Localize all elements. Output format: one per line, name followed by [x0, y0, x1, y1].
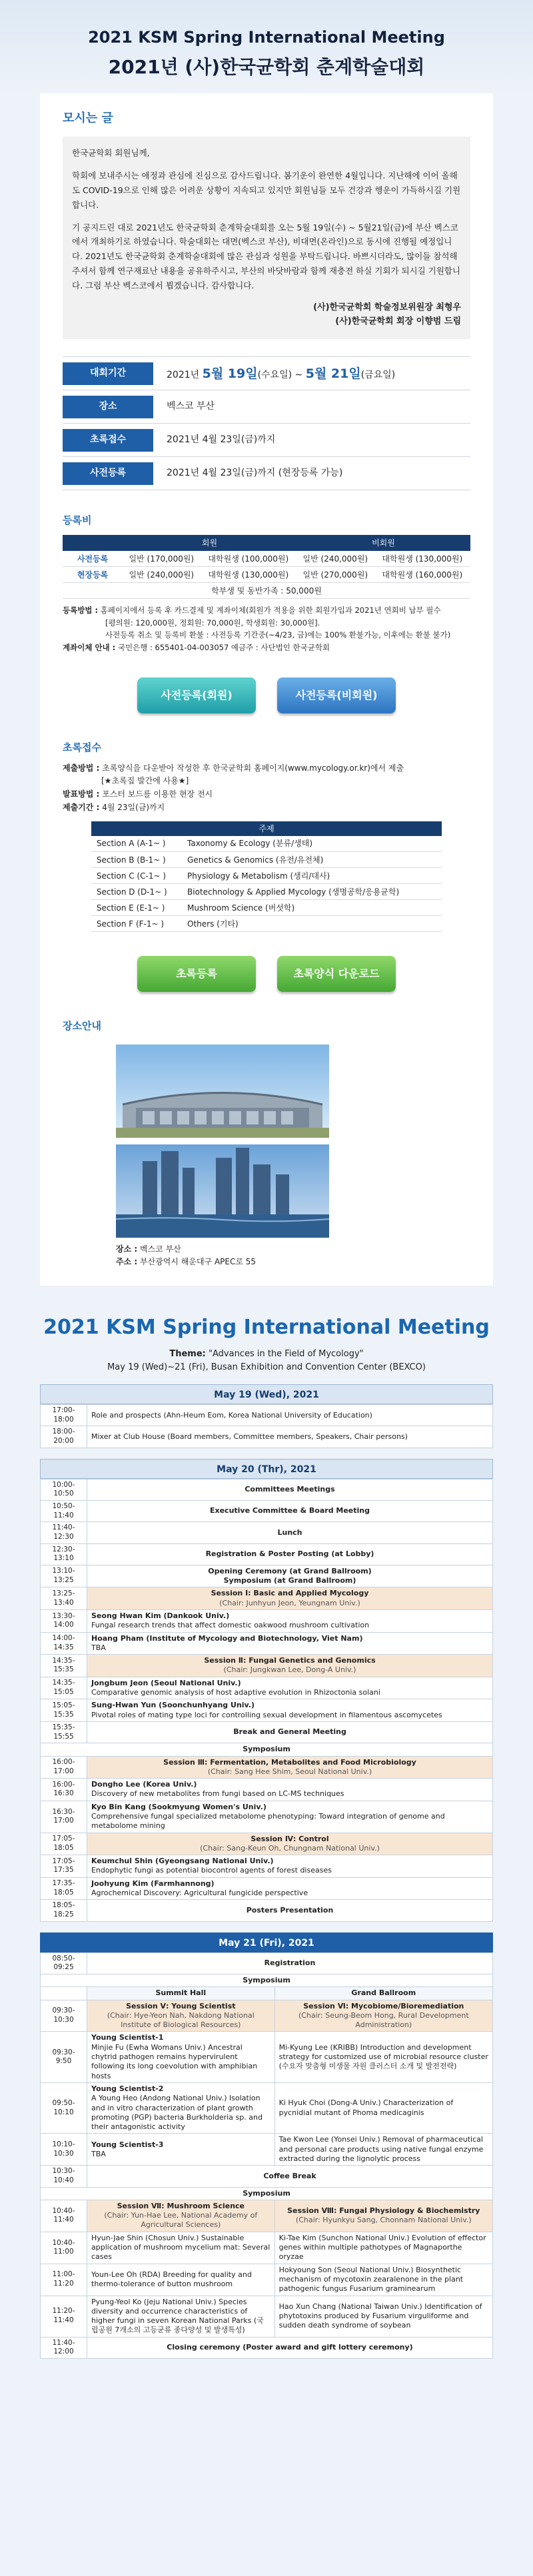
prog-cell: Break and General Meeting	[87, 1721, 493, 1743]
session-cell	[87, 1756, 493, 1779]
note-line-2: [평의원: 120,000원, 정회원: 70,000원, 학생회원: 30,000원].	[105, 618, 320, 628]
session-title: Session Ⅰ: Basic and Applied Mycology	[211, 1589, 369, 1598]
topic-name: Physiology & Metabolism (생리/대사)	[182, 868, 442, 884]
greeting-p3: 기 공지드린 대로 2021년도 한국균학회 춘계학술대회를 오는 5월 19일(수) ~ 5월21일(금)에 부산 벡스코에서 개최하기로 하였습니다. 학술대회는 대면(벡스코 부산), 비대면(온라인)으로 동시에 진행될 예정입니다. 2021년도 한국균학회 춘계학술대회에 많은 관심과 성원을 부탁드립니다. 바쁘시더라도, 많이들 참석해주셔서 함께 연구재료난 내용을 공유하주시고, 부산의 바닷바람과 함께 재충전 하실 기회가 되시길 기원합니다. 그럼 부산 벡스코에서 뵙겠습니다. 감사합니다.	[72, 222, 460, 290]
info-value: 2021년 4월 23일(금)까지	[167, 434, 276, 446]
talk-desc: Pyung-Yeol Ko (Jeju National Univ.) Species diversity and occurrence characteristics of higher fungi in seven Korean National Parks (국립공원 7개소의 고등균류 종다양성 및 발생특성)	[87, 2296, 275, 2337]
reg-cell: 일반 (270,000원)	[296, 567, 374, 583]
session-chair: (Chair: Sang-Keun Oh, Chungnam National Univ.)	[200, 1843, 380, 1853]
prog-cell: Committees Meetings	[87, 1479, 493, 1500]
session-title: Session Ⅴ: Young Scientist	[126, 2001, 236, 2010]
session-title: Session Ⅲ: Fermentation, Metabolites and Food Microbiology	[163, 1757, 416, 1767]
reg-cell: 대학원생 (160,000원)	[374, 567, 470, 583]
venue-address	[116, 1243, 470, 1268]
time-cell: 17:05-18:05	[41, 1833, 87, 1855]
deadline-value: 4월 23일(금)까지	[102, 802, 165, 812]
info-table	[63, 356, 470, 490]
time-cell: 14:00-14:35	[41, 1632, 87, 1655]
info-label: 초록접수	[63, 429, 153, 452]
period-pre: 2021년	[167, 369, 203, 380]
venue-addr: 부산광역시 해운대구 APEC로 55	[140, 1256, 257, 1266]
talk-cell	[87, 2082, 275, 2133]
talk-desc: Mi-Kyung Lee (KRIBB) Introduction and development strategy for customized use of microbial resource cluster (수요자 맞춤형 미생물 자원 클러스터 소개 및 발전전략)	[274, 2032, 492, 2082]
talk-cell	[87, 1699, 493, 1722]
talk-cell	[87, 1632, 493, 1655]
time-cell: 18:05-18:25	[41, 1900, 87, 1921]
session-chair: (Chair: Yun-Hae Lee, National Academy of Agricultural Sciences)	[104, 2211, 258, 2230]
signature	[72, 301, 461, 329]
info-value: 2021년 4월 23일(금)까지 (현장등록 가능)	[167, 468, 343, 479]
time-cell: 14:35-15:35	[41, 1655, 87, 1677]
speaker: Hoang Pham (Institute of Mycology and Biotechnology, Viet Nam)	[91, 1633, 363, 1643]
time-cell: 14:35-15:05	[41, 1677, 87, 1699]
talk-cell	[87, 1779, 493, 1801]
talk-desc: Minjie Fu (Ewha Womans Univ.) Ancestral chytrid pathogen remains hypervirulent following its long coevolution with amphibian hosts	[91, 2042, 258, 2080]
topic-name: Taxonomy & Ecology (분류/생태)	[182, 836, 442, 852]
session-chair: (Chair: Hyunkyu Sang, Chonnam National Univ.)	[295, 2216, 472, 2225]
time-cell: 17:35-18:05	[41, 1877, 87, 1900]
table-row	[63, 583, 470, 599]
session-cell	[274, 2000, 492, 2032]
table-row	[41, 2296, 493, 2337]
time-cell: 11:20-11:40	[41, 2296, 87, 2337]
table-row	[41, 2200, 493, 2232]
day3-head: May 21 (Fri), 2021	[40, 1932, 493, 1952]
table-row	[41, 1801, 493, 1833]
room-ballroom: Grand Ballroom	[274, 1987, 492, 2000]
time-cell: 16:00-17:00	[41, 1756, 87, 1779]
session-cell	[87, 2200, 275, 2232]
prog-cell: Registration	[87, 1952, 493, 1974]
table-row	[41, 1877, 493, 1900]
talk-cell	[87, 1801, 493, 1833]
time-cell: 11:00-11:20	[41, 2264, 87, 2296]
abstract-submit-button[interactable]: 초록등록	[137, 956, 256, 992]
deadline-label: 제출기간 :	[63, 802, 100, 812]
prog-cell: Lunch	[87, 1522, 493, 1543]
venue-title: 장소안내	[63, 1020, 101, 1033]
program-dates: May 19 (Wed)~21 (Fri), Busan Exhibition and Convention Center (BEXCO)	[107, 1362, 426, 1372]
session-title: Session Ⅷ: Fungal Physiology & Biochemistry	[287, 2206, 480, 2215]
speaker: Seong Hwan Kim (Dankook Univ.)	[91, 1611, 230, 1620]
session-chair: (Chair: Seung-Beom Hong, Rural Development Administration)	[298, 2010, 469, 2030]
prereg-member-button[interactable]: 사전등록(회원)	[137, 677, 256, 713]
table-row	[41, 1500, 493, 1521]
topic-section: Section A (A-1~ )	[91, 836, 182, 852]
venue-place: 벡스코 부산	[140, 1244, 181, 1254]
session-chair: (Chair: Hye-Yeon Nah, Nakdong National Institute of Biological Resources)	[107, 2010, 255, 2030]
talk-desc: Hokyoung Son (Seoul National Univ.) Biosynthetic mechanism of mycotoxin zearalenone in the plant pathogenic fungus Fusarium graminearum	[274, 2264, 492, 2296]
talk-desc: Hyun-Jae Shin (Chosun Univ.) Sustainable application of mushroom mycelium mat: Several cases	[87, 2232, 275, 2264]
theme-label: Theme:	[169, 1349, 206, 1360]
greeting-p1: 한국균학회 회원님께,	[72, 148, 150, 158]
method-value: 초록양식을 다운받아 작성한 후 한국균학회 홈페이지(www.mycology.or.kr)에서 제출	[102, 763, 404, 773]
info-row-abstract	[63, 424, 470, 457]
topic-name: Others (기타)	[182, 916, 442, 932]
period-end: 5월 21일	[305, 366, 361, 381]
time-cell: 16:30-17:00	[41, 1801, 87, 1833]
table-row	[41, 1405, 493, 1426]
reg-corner	[63, 535, 123, 551]
day1-head: May 19 (Wed), 2021	[40, 1384, 493, 1404]
info-row-venue	[63, 390, 470, 424]
session-title: Session Ⅵ: Mycobiome/Bioremediation	[303, 2001, 464, 2010]
reg-cell: 일반 (240,000원)	[296, 551, 374, 567]
table-row	[41, 2337, 493, 2358]
info-label: 장소	[63, 396, 153, 418]
registration-table	[63, 535, 470, 600]
topic-name: Biotechnology & Applied Mycology (생명공학/응용균학)	[182, 884, 442, 900]
time-cell: 13:10-13:25	[41, 1565, 87, 1587]
note-line-1: 홈페이지에서 등록 후 카드결제 및 계좌이체(회원가 적용을 위한 회원가입과 2021년 연회비 납부 필수	[100, 606, 441, 616]
topic-name: Mushroom Science (버섯학)	[182, 900, 442, 916]
method-note: [★초록집 발간에 사용★]	[101, 776, 189, 786]
symposium-cell: Symposium	[41, 1743, 493, 1756]
table-row	[41, 2232, 493, 2264]
speaker: Joohyung Kim (Farmhannong)	[91, 1879, 215, 1888]
abstract-buttons	[63, 956, 470, 992]
session-title: Session Ⅳ: Control	[251, 1834, 329, 1843]
talk-cell	[87, 2134, 275, 2166]
table-row	[41, 1587, 493, 1610]
table-row	[41, 1565, 493, 1587]
session-chair: (Chair: Junhyun Jeon, Yeungnam Univ.)	[219, 1598, 360, 1607]
time-cell: 12:30-13:10	[41, 1543, 87, 1565]
reg-cell: 대학원생 (130,000원)	[374, 551, 470, 567]
table-row	[41, 1699, 493, 1722]
info-value	[153, 364, 395, 384]
info-row-period	[63, 357, 470, 390]
table-row	[41, 1677, 493, 1699]
topic-header: 주제	[91, 821, 442, 836]
talk-title: Agrochemical Discovery: Agricultural fungicide perspective	[91, 1889, 308, 1898]
table-row	[41, 1952, 493, 1974]
venue-addr-label: 주소 :	[116, 1256, 138, 1266]
note-line-3: 사전등록 취소 및 등록비 환불 : 사전등록 기간중(~4/23, 금)에는 100% 환불가능, 이후에는 환불 불가)	[105, 630, 451, 640]
speaker: Dongho Lee (Korea Univ.)	[91, 1780, 197, 1789]
day2-head: May 20 (Thr), 2021	[40, 1459, 493, 1479]
time-cell: 10:00-10:50	[41, 1479, 87, 1500]
topic-table	[91, 821, 442, 933]
greeting-box	[63, 137, 470, 339]
table-row	[91, 916, 442, 932]
day3-block	[40, 1932, 493, 2359]
prog-cell: Mixer at Club House (Board members, Committee members, Speakers, Chair persons)	[87, 1426, 493, 1448]
talk-cell	[87, 1609, 493, 1632]
greeting-p2: 학회에 보내주시는 애정과 관심에 진심으로 감사드립니다. 봄기운이 완연한 4월입니다. 지난해에 이어 올해도 COVID-19으로 인해 많은 어려운 상황이 지속되고 있지만 회원님들 모두 건강과 행운이 가득하시길 기원합니다.	[72, 170, 461, 210]
table-row	[41, 1833, 493, 1855]
session-cell	[87, 2000, 275, 2032]
table-row	[41, 1522, 493, 1543]
period-post: (금요일)	[360, 369, 396, 380]
table-row	[41, 2166, 493, 2187]
table-row	[41, 1779, 493, 1801]
time-cell: 17:00-18:00	[41, 1405, 87, 1426]
talk-desc: Tae Kwon Lee (Yonsei Univ.) Removal of pharmaceutical and personal care products using native fungal enzyme extracted during the lignolytic process	[274, 2134, 492, 2166]
symposium: Symposium (at Grand Ballroom)	[223, 1576, 356, 1585]
table-row	[91, 852, 442, 868]
time-cell: 11:40-12:00	[41, 2337, 87, 2358]
reg-cell: 대학원생 (100,000원)	[201, 551, 296, 567]
speaker: Young Scientist-2	[91, 2084, 164, 2093]
info-row-prereg	[63, 457, 470, 490]
talk-title: TBA	[91, 1643, 106, 1652]
table-row	[41, 1743, 493, 1756]
time-cell: 13:30-14:00	[41, 1609, 87, 1632]
talk-title: Discovery of new metabolites from fungi based on LC-MS techniques	[91, 1789, 344, 1799]
time-cell: 18:00-20:00	[41, 1426, 87, 1448]
time-cell: 09:30-9:50	[41, 2032, 87, 2082]
talk-title: Fungal research trends that affect domestic oakwood mushroom cultivation	[91, 1621, 370, 1630]
session-title: Session Ⅱ: Fungal Genetics and Genomics	[204, 1656, 376, 1665]
table-row	[41, 1479, 493, 1500]
talk-desc: TBA	[91, 2149, 106, 2158]
header	[0, 0, 533, 93]
talk-cell	[87, 2032, 275, 2082]
signature-line-1: (사)한국균학회 학술정보위원장 최형우	[313, 302, 461, 312]
time-cell: 13:25-13:40	[41, 1587, 87, 1610]
time-cell: 10:10-10:30	[41, 2134, 87, 2166]
topic-section: Section C (C-1~ )	[91, 868, 182, 884]
speaker: Jongbum Jeon (Seoul National Univ.)	[91, 1678, 241, 1687]
reg-col-nonmember: 비회원	[296, 535, 470, 551]
prog-cell: Posters Presentation	[87, 1900, 493, 1921]
prog-cell: Role and prospects (Ahn-Heum Eom, Korea National University of Education)	[87, 1405, 493, 1426]
table-row	[41, 1632, 493, 1655]
table-row	[41, 2082, 493, 2133]
table-row	[41, 2264, 493, 2296]
time-cell: 15:35-15:55	[41, 1721, 87, 1743]
prereg-buttons	[63, 677, 470, 713]
talk-title: Comparative genomic analysis of host adaptive evolution in Rhizoctonia solani	[91, 1688, 380, 1697]
time-cell: 10:40-11:40	[41, 2200, 87, 2232]
table-row	[91, 884, 442, 900]
table-row	[41, 1900, 493, 1921]
registration-title: 등록비	[63, 514, 92, 527]
symposium-cell: Symposium	[41, 1974, 493, 1986]
account-value: 국민은행 : 655401-04-003057 예금주 : 사단법인 한국균학회	[117, 642, 330, 652]
info-value: 벡스코 부산	[167, 401, 215, 412]
day2-table	[40, 1479, 493, 1922]
signature-line-2: (사)한국균학회 회장 이향범 드림	[335, 316, 461, 326]
talk-desc: Youn-Lee Oh (RDA) Breeding for quality and thermo-tolerance of button mushroom	[87, 2264, 275, 2296]
abstract-form-download-button[interactable]: 초록양식 다운로드	[277, 956, 396, 992]
time-cell: 10:50-11:40	[41, 1500, 87, 1521]
prog-cell: Closing ceremony (Poster award and gift lottery ceremony)	[87, 2337, 493, 2358]
venue-place-label: 장소 :	[116, 1244, 138, 1254]
session-title: Session Ⅶ: Mushroom Science	[117, 2201, 245, 2210]
topic-name: Genetics & Genomics (유전/유전체)	[182, 852, 442, 868]
prereg-nonmember-button[interactable]: 사전등록(비회원)	[277, 677, 396, 713]
day3-table	[40, 1952, 493, 2359]
table-row	[91, 868, 442, 884]
abstract-title: 초록접수	[63, 741, 101, 754]
talk-cell	[87, 1855, 493, 1878]
speaker: Sung-Hwan Yun (Soonchunhyang Univ.)	[91, 1701, 255, 1710]
session-cell	[274, 2200, 492, 2232]
time-cell: 16:00-16:30	[41, 1779, 87, 1801]
speaker: Young Scientist-1	[91, 2033, 164, 2042]
present-value: 포스터 보드를 이용한 현장 전시	[102, 789, 213, 799]
table-row	[41, 1543, 493, 1565]
table-row	[41, 2134, 493, 2166]
time-cell: 17:05-17:35	[41, 1855, 87, 1878]
table-row	[41, 2032, 493, 2082]
reg-row-label: 사전등록	[63, 551, 123, 567]
time-cell: 09:30-10:30	[41, 2000, 87, 2032]
speaker: Kyo Bin Kang (Sookmyung Women's Univ.)	[91, 1802, 266, 1811]
reg-cell: 대학원생 (130,000원)	[201, 567, 296, 583]
day2-block	[40, 1459, 493, 1922]
session-chair: (Chair: Jungkwan Lee, Dong-A Univ.)	[223, 1665, 356, 1675]
note-label: 등록방법 :	[63, 606, 99, 616]
venue-photo	[116, 1045, 329, 1238]
title-ko: 2021년 (사)한국균학회 춘계학술대회	[108, 56, 425, 78]
main-card	[40, 93, 493, 1286]
greeting-title: 모시는 글	[63, 111, 113, 125]
program-title: 2021 KSM Spring International Meeting	[43, 1316, 490, 1340]
talk-desc: Hao Xun Chang (National Taiwan Univ.) Identification of phytotoxins produced by Fusarium virguliforme and sudden death syndrome of soybean	[274, 2296, 492, 2337]
symposium-cell: Symposium	[41, 2187, 493, 2200]
table-row	[41, 1974, 493, 1986]
registration-note	[63, 604, 470, 653]
session-cell	[87, 1655, 493, 1677]
reg-row-label: 현장등록	[63, 567, 123, 583]
time-cell: 15:05-15:35	[41, 1699, 87, 1722]
session-chair: (Chair: Sang Hee Shim, Seoul National Univ.)	[207, 1767, 372, 1776]
period-mid: (수요일) ~	[257, 369, 306, 380]
talk-title: Pivotal roles of mating type loci for controlling sexual development in filamentous ascomycetes	[91, 1710, 442, 1719]
table-row	[41, 1987, 493, 2000]
topic-section: Section D (D-1~ )	[91, 884, 182, 900]
time-cell: 09:50-10:10	[41, 2082, 87, 2133]
method-label: 제출방법 :	[63, 763, 100, 773]
table-row	[41, 2187, 493, 2200]
table-row	[63, 551, 470, 567]
prog-cell	[87, 1565, 493, 1587]
period-start: 5월 19일	[202, 366, 258, 381]
day1-table	[40, 1404, 493, 1448]
time-cell: 11:40-12:30	[41, 1522, 87, 1543]
talk-desc: A Young Heo (Andong National Univ.) Isolation and in vitro characterization of plant growth promoting (PGP) bacteria Burkholderia sp. and their antagonistic activity	[91, 2094, 263, 2132]
talk-cell	[87, 1677, 493, 1699]
abstract-info	[63, 762, 470, 815]
topic-section: Section E (E-1~ )	[91, 900, 182, 916]
info-label: 대회기간	[63, 362, 153, 385]
table-row	[41, 1426, 493, 1448]
table-row	[63, 567, 470, 583]
prog-cell: Coffee Break	[87, 2166, 493, 2187]
talk-desc: Ki Hyuk Choi (Dong-A Univ.) Characterization of pycnidial mutant of Phoma medicaginis	[274, 2082, 492, 2133]
reg-undergrad: 학부생 및 동반가족 : 50,000원	[63, 583, 470, 599]
talk-cell	[87, 1877, 493, 1900]
table-row	[41, 2000, 493, 2032]
time-cell: 10:30-10:40	[41, 2166, 87, 2187]
topic-section: Section B (B-1~ )	[91, 852, 182, 868]
time-cell: 08:50-09:25	[41, 1952, 87, 1974]
session-cell	[87, 1833, 493, 1855]
reg-cell: 일반 (170,000원)	[123, 551, 201, 567]
reg-col-member: 회원	[123, 535, 296, 551]
program-theme	[0, 1348, 533, 1374]
table-row	[41, 1609, 493, 1632]
reg-cell: 일반 (240,000원)	[123, 567, 201, 583]
prog-cell: Registration & Poster Posting (at Lobby)	[87, 1543, 493, 1565]
time-cell	[41, 1987, 87, 2000]
talk-title: Comprehensive fungal specialized metabolome phenotyping: Toward integration of genome and metabolome mining	[91, 1812, 445, 1831]
info-label: 사전등록	[63, 462, 153, 485]
time-cell: 10:40-11:00	[41, 2232, 87, 2264]
talk-title: Endophytic fungi as potential biocontrol agents of forest diseases	[91, 1866, 332, 1875]
speaker: Keumchul Shin (Gyeongsang National Univ.)	[91, 1857, 274, 1866]
present-label: 발표방법 :	[63, 789, 100, 799]
table-row	[41, 1655, 493, 1677]
account-label: 계좌이체 안내 :	[63, 642, 116, 652]
talk-desc: Ki-Tae Kim (Sunchon National Univ.) Evolution of effector genes within multiple pathotypes of Magnaporthe oryzae	[274, 2232, 492, 2264]
table-row	[41, 1855, 493, 1878]
table-row	[41, 1721, 493, 1743]
speaker: Young Scientist-3	[91, 2140, 164, 2149]
room-summit: Summit Hall	[87, 1987, 275, 2000]
table-row	[91, 900, 442, 916]
day1-block	[40, 1384, 493, 1448]
opening: Opening Ceremony (at Grand Ballroom)	[208, 1566, 372, 1575]
title-en: 2021 KSM Spring International Meeting	[88, 28, 445, 47]
session-cell	[87, 1587, 493, 1610]
table-row	[91, 836, 442, 852]
topic-section: Section F (F-1~ )	[91, 916, 182, 932]
theme-value: "Advances in the Field of Mycology"	[209, 1349, 364, 1360]
prog-cell: Executive Committee & Board Meeting	[87, 1500, 493, 1521]
table-row	[41, 1756, 493, 1779]
venue-photo-svg	[116, 1045, 329, 1238]
